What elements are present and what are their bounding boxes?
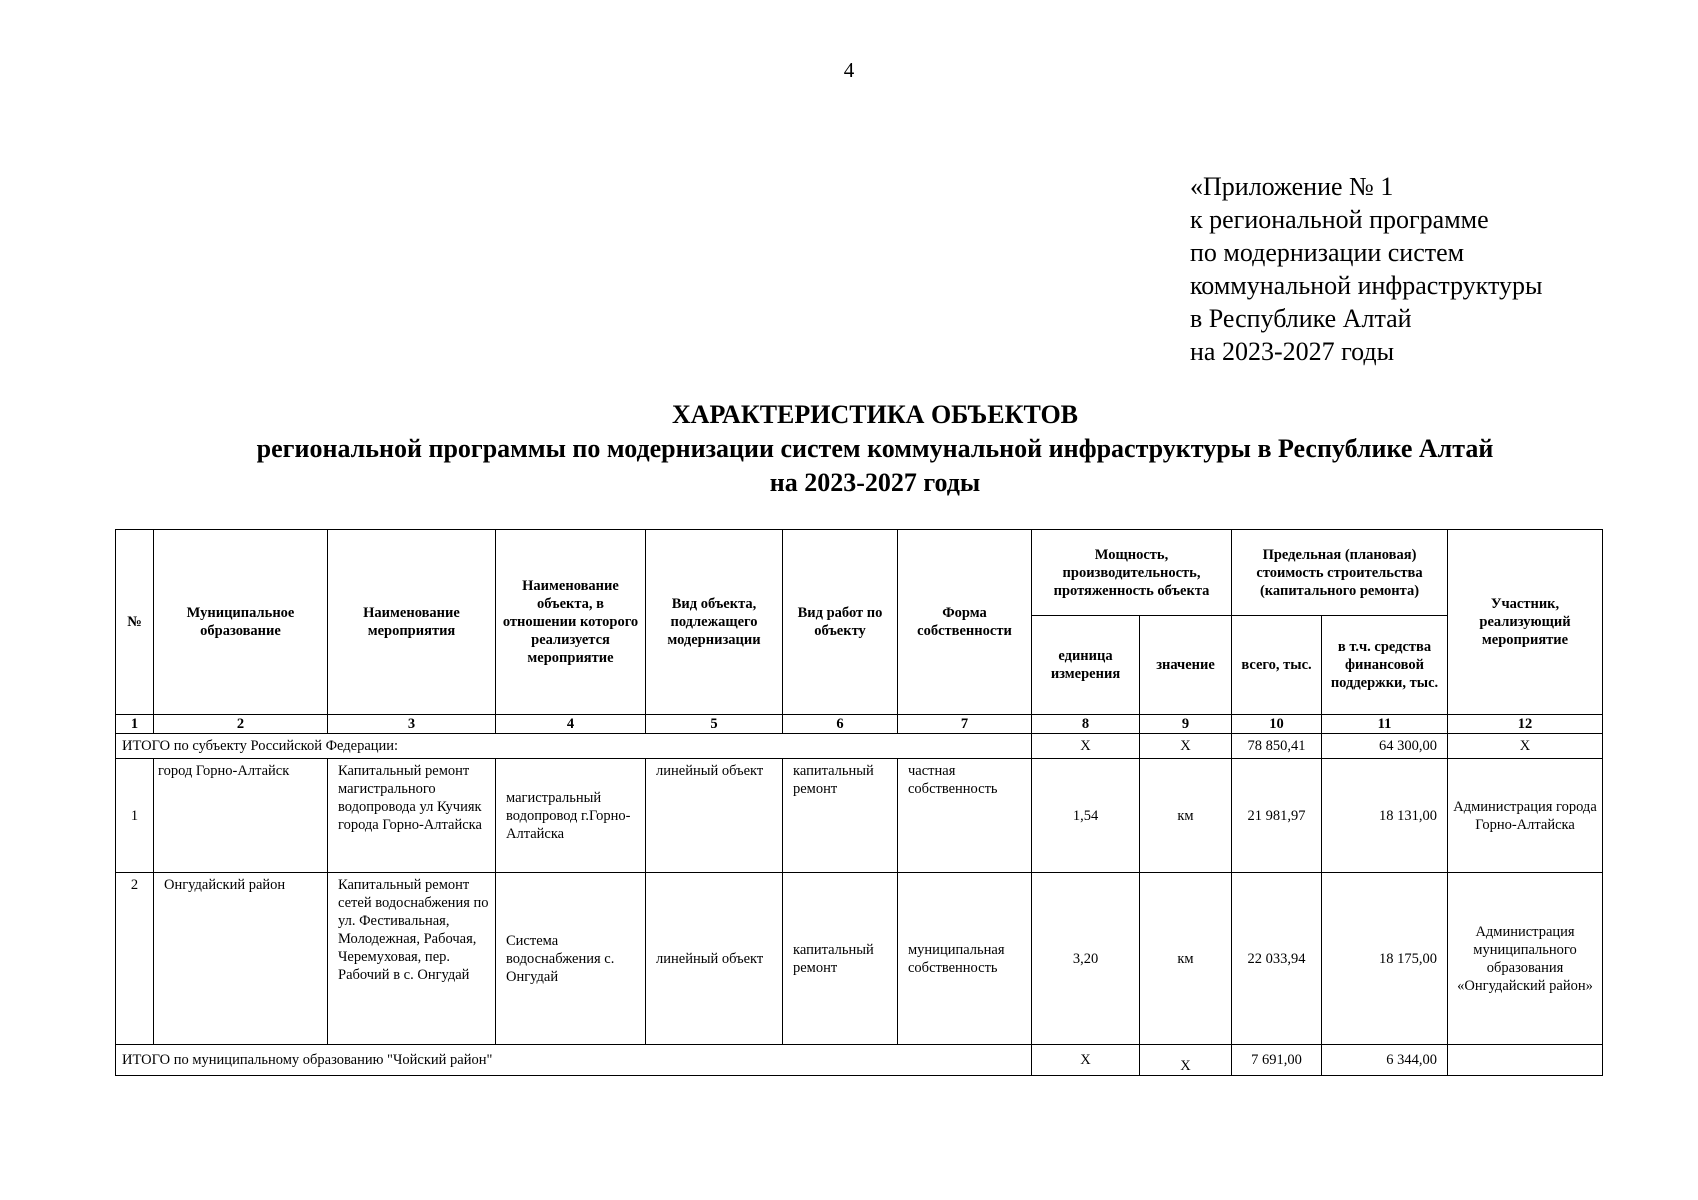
row-object: магистральный водопровод г.Горно-Алтайска (496, 759, 646, 873)
subject-total-participant: Х (1448, 734, 1603, 759)
row-object-type: линейный объект (646, 873, 783, 1045)
municipal-total-participant (1448, 1045, 1603, 1076)
row-no: 2 (116, 873, 154, 1045)
subject-total-support: 64 300,00 (1322, 734, 1448, 759)
column-number: 12 (1448, 715, 1603, 734)
column-number: 7 (898, 715, 1032, 734)
subject-total-unit: Х (1032, 734, 1140, 759)
municipal-total-value: Х (1140, 1045, 1232, 1076)
municipal-total-label: ИТОГО по муниципальному образованию "Чойский район" (116, 1045, 1032, 1076)
subject-total-sum: 78 850,41 (1232, 734, 1322, 759)
appendix-line: «Приложение № 1 (1190, 172, 1394, 201)
title-line: региональной программы по модернизации систем коммунальной инфраструктуры в Республике Алтай (256, 434, 1494, 463)
row-unit: 3,20 (1032, 873, 1140, 1045)
row-event: Капитальный ремонт магистрального водопровода ул Кучияк города Горно-Алтайска (328, 759, 496, 873)
header-unit: единица измерения (1032, 616, 1140, 715)
row-value: км (1140, 759, 1232, 873)
table-row (116, 873, 1603, 1045)
row-no: 1 (116, 759, 154, 873)
municipal-total-support: 6 344,00 (1322, 1045, 1448, 1076)
row-support: 18 131,00 (1322, 759, 1448, 873)
municipal-total-row (116, 1045, 1603, 1076)
row-municipality: город Горно-Алтайск (154, 759, 328, 873)
column-number: 8 (1032, 715, 1140, 734)
appendix-heading (1190, 170, 1542, 368)
header-object-type: Вид объекта, подлежащего модернизации (646, 530, 783, 715)
row-support: 18 175,00 (1322, 873, 1448, 1045)
row-total: 22 033,94 (1232, 873, 1322, 1045)
column-number: 4 (496, 715, 646, 734)
row-work-type: капитальный ремонт (783, 873, 898, 1045)
header-capacity: Мощность, производительность, протяженность объекта (1032, 530, 1232, 616)
header-municipality: Муниципальное образование (154, 530, 328, 715)
appendix-line: к региональной программе (1190, 205, 1489, 234)
appendix-line: в Республике Алтай (1190, 304, 1412, 333)
document-title (0, 398, 1698, 500)
title-line: на 2023-2027 годы (769, 468, 981, 497)
appendix-line: на 2023-2027 годы (1190, 337, 1395, 366)
municipal-total-sum: 7 691,00 (1232, 1045, 1322, 1076)
appendix-line: по модернизации систем (1190, 238, 1465, 267)
column-number: 9 (1140, 715, 1232, 734)
column-number-row (116, 715, 1603, 734)
row-municipality: Онгудайский район (154, 873, 328, 1045)
row-event: Капитальный ремонт сетей водоснабжения по ул. Фестивальная, Молодежная, Рабочая, Черемуховая, пер. Рабочий в с. Онгудай (328, 873, 496, 1045)
title-line: ХАРАКТЕРИСТИКА ОБЪЕКТОВ (671, 400, 1079, 429)
header-no: № (116, 530, 154, 715)
row-object: Система водоснабжения с. Онгудай (496, 873, 646, 1045)
column-number: 5 (646, 715, 783, 734)
objects-table (115, 529, 1603, 1076)
row-unit: 1,54 (1032, 759, 1140, 873)
header-cost: Предельная (плановая) стоимость строительства (капитального ремонта) (1232, 530, 1448, 616)
header-participant: Участник, реализующий мероприятие (1448, 530, 1603, 715)
header-work-type: Вид работ по объекту (783, 530, 898, 715)
row-object-type: линейный объект (646, 759, 783, 873)
column-number: 1 (116, 715, 154, 734)
row-ownership: частная собственность (898, 759, 1032, 873)
row-participant: Администрация муниципального образования «Онгудайский район» (1448, 873, 1603, 1045)
row-work-type: капитальный ремонт (783, 759, 898, 873)
page-number: 4 (843, 58, 855, 82)
header-ownership: Форма собственности (898, 530, 1032, 715)
header-object: Наименование объекта, в отношении которого реализуется мероприятие (496, 530, 646, 715)
municipal-total-unit: Х (1032, 1045, 1140, 1076)
header-total: всего, тыс. (1232, 616, 1322, 715)
row-ownership: муниципальная собственность (898, 873, 1032, 1045)
header-value: значение (1140, 616, 1232, 715)
header-support: в т.ч. средства финансовой поддержки, тыс. (1322, 616, 1448, 715)
column-number: 2 (154, 715, 328, 734)
subject-total-row (116, 734, 1603, 759)
row-value: км (1140, 873, 1232, 1045)
subject-total-value: Х (1140, 734, 1232, 759)
column-number: 10 (1232, 715, 1322, 734)
column-number: 11 (1322, 715, 1448, 734)
appendix-line: коммунальной инфраструктуры (1190, 271, 1543, 300)
table-row (116, 759, 1603, 873)
column-number: 6 (783, 715, 898, 734)
column-number: 3 (328, 715, 496, 734)
header-row (116, 530, 1603, 616)
row-total: 21 981,97 (1232, 759, 1322, 873)
header-event: Наименование мероприятия (328, 530, 496, 715)
subject-total-label: ИТОГО по субъекту Российской Федерации: (116, 734, 1032, 759)
row-participant: Администрация города Горно-Алтайска (1448, 759, 1603, 873)
